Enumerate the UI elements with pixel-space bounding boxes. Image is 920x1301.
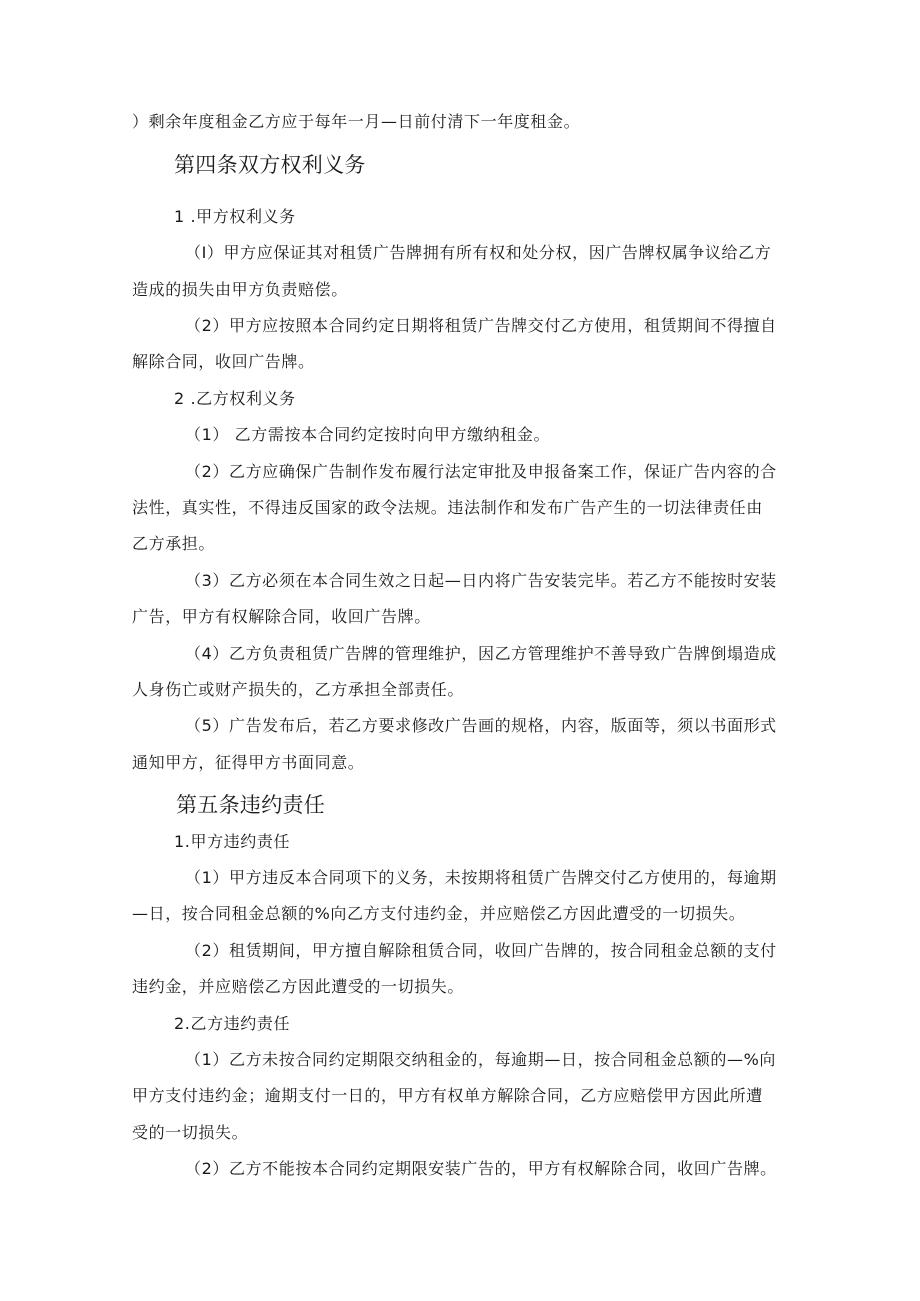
article-4-party-b-item-3-line-1: （3）乙方必须在本合同生效之日起—日内将广告安装完毕。若乙方不能按时安装	[185, 571, 777, 590]
article-4-party-b-item-1: （1） 乙方需按本合同约定按时向甲方缴纳租金。	[185, 425, 551, 444]
article-5-party-b-item-1-line-2: 甲方支付违约金；逾期支付一日的，甲方有权单方解除合同，乙方应赔偿甲方因此所遭	[132, 1086, 763, 1105]
continued-rent-clause: ）剩余年度租金乙方应于每年一月—日前付清下一年度租金。	[132, 112, 581, 131]
article-4-party-b-item-2-line-3: 乙方承担。	[132, 534, 216, 553]
article-5-party-b-item-1-line-1: （1）乙方未按合同约定期限交纳租金的，每逾期—日，按合同租金总额的—%向	[185, 1050, 776, 1069]
article-5-party-a-item-2-line-1: （2）租赁期间，甲方擅自解除租赁合同，收回广告牌的，按合同租金总额的支付	[185, 941, 777, 960]
article-5-party-a-item-2-line-2: 违约金，并应赔偿乙方因此遭受的一切损失。	[132, 977, 465, 996]
article-5-party-a-heading: 1.甲方违约责任	[174, 832, 291, 851]
article-4-title: 第四条双方权利义务	[174, 153, 366, 177]
article-4-party-a-item-2-line-1: （2）甲方应按照本合同约定日期将租赁广告牌交付乙方使用，租赁期间不得擅自	[185, 316, 777, 335]
article-4-party-b-item-5-line-1: （5）广告发布后，若乙方要求修改广告画的规格，内容，版面等，须以书面形式	[185, 716, 777, 735]
article-4-party-a-item-1-line-1: （I）甲方应保证其对租赁广告牌拥有所有权和处分权，因广告牌权属争议给乙方	[185, 243, 772, 262]
article-5-party-b-heading: 2.乙方违约责任	[174, 1014, 291, 1033]
article-4-party-a-item-1-line-2: 造成的损失由甲方负责赔偿。	[132, 280, 348, 299]
article-4-party-b-item-3-line-2: 广告，甲方有权解除合同，收回广告牌。	[132, 607, 431, 626]
article-4-party-b-item-4-line-2: 人身伤亡或财产损失的，乙方承担全部责任。	[132, 680, 465, 699]
article-4-party-b-item-2-line-2: 法性，真实性，不得违反国家的政令法规。违法制作和发布广告产生的一切法律责任由	[132, 498, 763, 517]
article-4-party-b-heading: 2 .乙方权利义务	[174, 389, 296, 408]
article-5-party-b-item-1-line-3: 受的一切损失。	[132, 1123, 249, 1142]
article-4-party-a-heading: 1 .甲方权利义务	[174, 207, 296, 226]
article-4-party-b-item-5-line-2: 通知甲方，征得甲方书面同意。	[132, 753, 365, 772]
article-5-party-a-item-1-line-1: （1）甲方违反本合同项下的义务，未按期将租赁广告牌交付乙方使用的，每逾期	[185, 868, 777, 887]
article-4-party-b-item-2-line-1: （2）乙方应确保广告制作发布履行法定审批及申报备案工作，保证广告内容的合	[185, 462, 777, 481]
article-5-party-a-item-1-line-2: —日，按合同租金总额的%向乙方支付违约金，并应赔偿乙方因此遭受的一切损失。	[132, 904, 746, 923]
article-4-party-b-item-4-line-1: （4）乙方负责租赁广告牌的管理维护，因乙方管理维护不善导致广告牌倒塌造成	[185, 644, 777, 663]
article-5-title: 第五条违约责任	[176, 793, 326, 817]
article-4-party-a-item-2-line-2: 解除合同，收回广告牌。	[132, 352, 315, 371]
article-5-party-b-item-2: （2）乙方不能按本合同约定期限安装广告的，甲方有权解除合同，收回广告牌。	[185, 1159, 777, 1178]
